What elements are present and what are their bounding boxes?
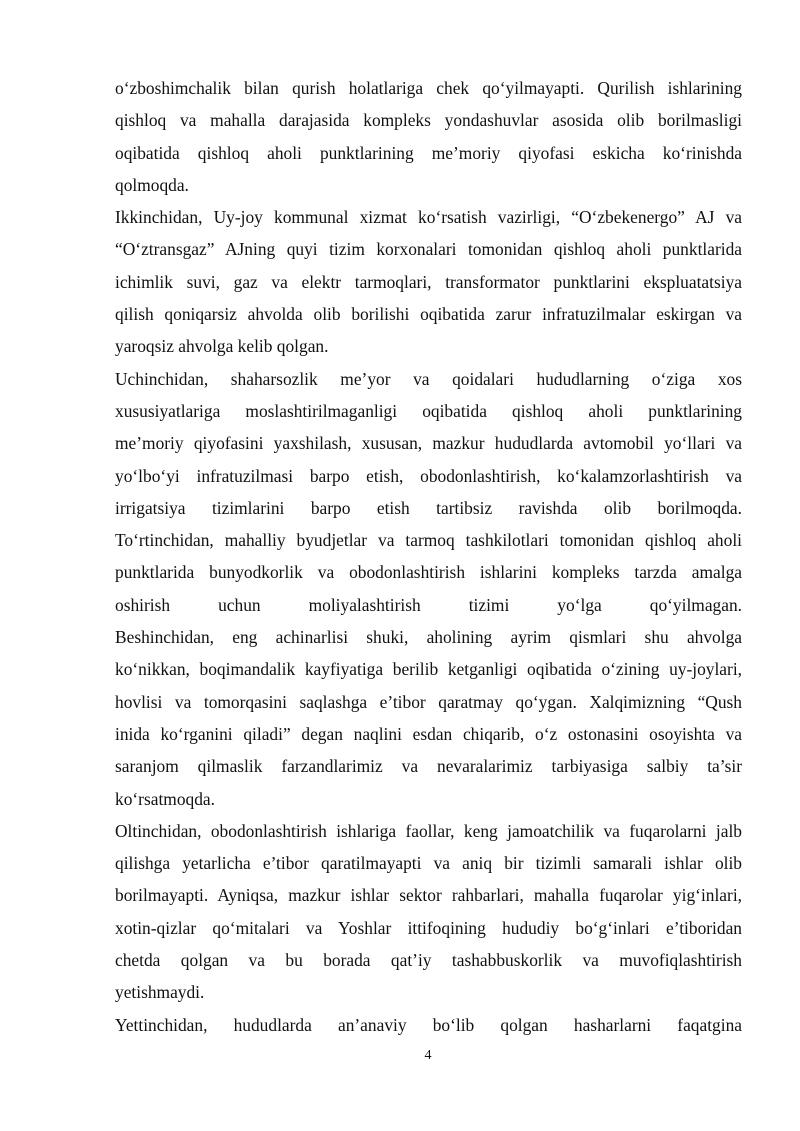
text-line: Yettinchidan, hududlarda an’anaviy bo‘lib qolgan hasharlarni faqatgina bbox=[115, 1014, 742, 1035]
text-line: punktlarida bunyodkorlik va obodonlashtirish ishlarini kompleks tarzda amalga bbox=[115, 562, 742, 583]
text-line: oshirish uchun moliyalashtirish tizimi yo‘lga qo‘yilmagan. bbox=[115, 594, 742, 615]
text-line: Uchinchidan, shaharsozlik me’yor va qoidalari hududlarning o‘ziga xos bbox=[115, 368, 742, 389]
text-line: borilmayapti. Ayniqsa, mazkur ishlar sektor rahbarlari, mahalla fuqarolar yig‘inlari, bbox=[115, 885, 742, 906]
text-line: yo‘lbo‘yi infratuzilmasi barpo etish, obodonlashtirish, ko‘kalamzorlashtirish va bbox=[115, 465, 742, 486]
text-line: “O‘ztransgaz” AJning quyi tizim korxonalari tomonidan qishloq aholi punktlarida bbox=[115, 239, 742, 260]
text-line: ko‘rsatmoqda. bbox=[115, 788, 215, 809]
text-line: o‘zboshimchalik bilan qurish holatlariga chek qo‘yilmayapti. Qurilish ishlarining bbox=[115, 78, 742, 98]
text-line: qilishga yetarlicha e’tibor qaratilmayapti va aniq bir tizimli samarali ishlar olib bbox=[115, 853, 742, 874]
text-line: inida ko‘rganini qiladi” degan naqlini esdan chiqarib, o‘z ostonasini osoyishta va bbox=[115, 723, 742, 744]
text-line: To‘rtinchidan, mahalliy byudjetlar va tarmoq tashkilotlari tomonidan qishloq aholi bbox=[115, 530, 742, 551]
text-line: irrigatsiya tizimlarini barpo etish tartibsiz ravishda olib borilmoqda. bbox=[115, 497, 742, 518]
page-number: 4 bbox=[424, 1048, 432, 1063]
text-line: ichimlik suvi, gaz va elektr tarmoqlari, transformator punktlarini ekspluatatsiya bbox=[115, 271, 742, 292]
document-text bbox=[115, 72, 742, 1041]
text-line: yaroqsiz ahvolga kelib qolgan. bbox=[115, 336, 329, 357]
text-line: hovlisi va tomorqasini saqlashga e’tibor qaratmay qo‘ygan. Xalqimizning “Qush bbox=[115, 691, 742, 712]
text-line: xususiyatlariga moslashtirilmaganligi oqibatida qishloq aholi punktlarining bbox=[115, 400, 742, 421]
text-line: oqibatida qishloq aholi punktlarining me’moriy qiyofasi eskicha ko‘rinishda bbox=[115, 142, 742, 163]
text-line: Beshinchidan, eng achinarlisi shuki, aholining ayrim qismlari shu ahvolga bbox=[115, 627, 742, 648]
text-line: chetda qolgan va bu borada qat’iy tashabbuskorlik va muvofiqlashtirish bbox=[115, 950, 742, 971]
text-line: qolmoqda. bbox=[115, 174, 189, 195]
text-line: ko‘nikkan, boqimandalik kayfiyatiga berilib ketganligi oqibatida o‘zining uy-joylari, bbox=[115, 659, 742, 680]
text-line: Oltinchidan, obodonlashtirish ishlariga faollar, keng jamoatchilik va fuqarolarni jalb bbox=[115, 820, 742, 841]
text-line: yetishmaydi. bbox=[115, 982, 205, 1003]
text-line: saranjom qilmaslik farzandlarimiz va nevaralarimiz tarbiyasiga salbiy ta’sir bbox=[115, 756, 742, 777]
text-line: qishloq va mahalla darajasida kompleks yondashuvlar asosida olib borilmasligi bbox=[115, 110, 742, 131]
text-line: me’moriy qiyofasini yaxshilash, xususan, mazkur hududlarda avtomobil yo‘llari va bbox=[115, 433, 742, 454]
text-line: xotin-qizlar qo‘mitalari va Yoshlar ittifoqining hududiy bo‘g‘inlari e’tiboridan bbox=[115, 917, 742, 938]
text-line: qilish qoniqarsiz ahvolda olib borilishi oqibatida zarur infratuzilmalar eskirgan va bbox=[115, 304, 742, 325]
text-line: Ikkinchidan, Uy-joy kommunal xizmat ko‘rsatish vazirligi, “O‘zbekenergo” AJ va bbox=[115, 207, 742, 228]
